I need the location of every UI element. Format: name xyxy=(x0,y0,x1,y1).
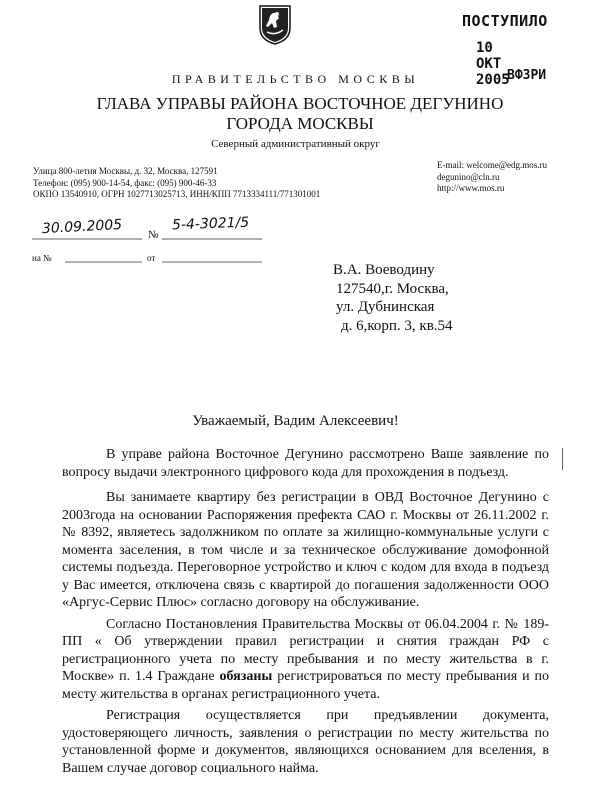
stamp-code: ВФЗРИ xyxy=(507,68,547,83)
reference-number-label: на № xyxy=(32,253,52,263)
stamp-date: 10 ОКТ 2005 xyxy=(476,40,510,88)
recipient-house: д. 6,корп. 3, кв.54 xyxy=(341,317,453,334)
emphasis-obliged: обязаны xyxy=(219,669,273,684)
margin-mark xyxy=(562,448,563,470)
recipient-street: ул. Дубнинская xyxy=(336,299,435,315)
address-line: Улица 800-летия Москвы, д. 32, Москва, 127591 xyxy=(33,166,218,176)
email-line-2: degunino@cln.ru xyxy=(437,171,500,182)
registration-number: 5-4-3021/5 xyxy=(171,214,250,234)
reference-date-label: от xyxy=(147,253,156,263)
stamp-received-text: ПОСТУПИЛО xyxy=(462,12,548,30)
letter-body xyxy=(62,446,549,785)
paragraph: Регистрация осуществляется при предъявлении документа, удостоверяющего личность, заявления о регистрации по месту жительства по установленной форме и документов, являющихся основанием для вселения, в Вашем случае договор социального найма. xyxy=(62,708,549,776)
registration-number-label: № xyxy=(148,229,159,241)
paragraph-text: Согласно Постановления Правительства Москвы от 06.04.2004 г. № 189-ПП « Об утверждении правил регистрации и снятия граждан РФ с регистрационного учета по месту пребывания и по месту жительства в г. Москве» п. 1.4 Граждане xyxy=(62,616,549,684)
codes-line: ОКПО 13540910, ОГРН 1027713025713, ИНН/КПП 7713334111/771301001 xyxy=(33,189,321,199)
government-title: ПРАВИТЕЛЬСТВО МОСКВЫ xyxy=(171,72,420,86)
paragraph: В управе района Восточное Дегунино рассмотрено Ваше заявление по вопросу выдачи электронного цифрового кода для прохождения в подъезд. xyxy=(62,447,549,480)
greeting: Уважаемый, Вадим Алексеевич! xyxy=(192,413,399,429)
phone-line: Телефон: (095) 900-14-54, факс: (095) 900-46-33 xyxy=(33,177,217,188)
recipient-city: 127540,г. Москва, xyxy=(336,280,449,297)
paragraph xyxy=(62,616,549,704)
website-line: http://www.mos.ru xyxy=(437,183,505,193)
paragraph-text: регистрироваться по месту пребывания и по месту жительства в органах регистрационного учета. xyxy=(62,669,549,702)
paragraph: Вы занимаете квартиру без регистрации в ОВД Восточное Дегунино с 2003года на основании Распоряжения префекта САО г. Москвы от 26.11.2002 г. № 8392, являетесь задолжником по оплате за жилищно-коммунальные услуги с момента заселения, в том числе и за техническое обслуживание домофонной системы подъезда. Переговорное устройство и ключ с кодом для входа в подъезд у Вас имеется, отключена связь с квартирой до погашения задолженности ООО «Аргус-Сервис Плюс» согласно договору на обслуживание. xyxy=(62,490,549,610)
organization-title-line2: ГОРОДА МОСКВЫ xyxy=(226,114,374,133)
okrug-subtitle: Северный административный округ xyxy=(211,138,380,150)
registration-date: 30.09.2005 xyxy=(41,216,123,238)
email-line: E-mail: welcome@edg.mos.ru xyxy=(437,160,548,170)
organization-title-line1: ГЛАВА УПРАВЫ РАЙОНА ВОСТОЧНОЕ ДЕГУНИНО xyxy=(96,94,504,113)
recipient-name: В.А. Воеводину xyxy=(333,262,435,278)
recipient-address xyxy=(333,261,453,335)
